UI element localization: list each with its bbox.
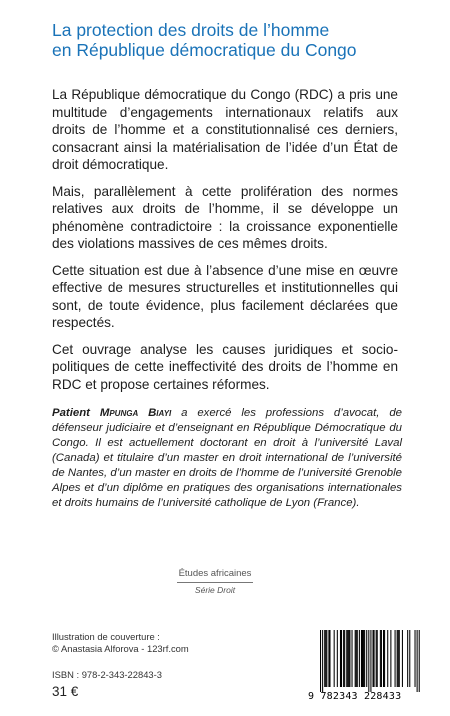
barcode-bar (320, 630, 321, 692)
barcode-bar (374, 630, 375, 687)
series-logo (160, 568, 270, 595)
barcode-bar (402, 630, 403, 687)
barcode-bar (325, 630, 326, 687)
barcode-bar (395, 630, 396, 687)
barcode-bar (362, 630, 363, 687)
title-line-1: La protection des droits de l’homme (52, 20, 330, 40)
series-divider (177, 582, 253, 583)
barcode (308, 630, 426, 706)
barcode-bar (334, 630, 335, 687)
barcode-bar (357, 630, 358, 687)
barcode-bar (363, 630, 364, 687)
author-last-name: Mpunga Biayi (99, 407, 172, 419)
back-cover-summary (52, 86, 398, 402)
author-first-name: Patient (52, 407, 90, 419)
barcode-bar (376, 630, 377, 687)
credit-line-1: Illustration de couverture : (52, 631, 160, 642)
barcode-bar (397, 630, 398, 687)
barcode-bar (322, 630, 323, 692)
barcode-bar (387, 630, 388, 687)
summary-paragraph-4: Cet ouvrage analyse les causes juridiques et socio-politiques de cette ineffectivité des droits de l’homme en RDC et propose certaines réformes. (52, 341, 398, 392)
author-name (52, 407, 171, 419)
summary-paragraph-2: Mais, parallèlement à cette prolifération des normes relatives aux droits de l’homme, il se développe un phénomène contradictoire : la croissance exponentielle des violations massives de ces mêmes droits. (52, 183, 398, 251)
barcode-bar (398, 630, 399, 687)
book-title (52, 20, 422, 60)
barcode-bar (347, 630, 348, 687)
title-line-2: en République démocratique du Congo (52, 40, 357, 60)
barcode-bar (377, 630, 378, 687)
barcode-bars (308, 630, 426, 692)
barcode-bar (399, 630, 400, 687)
barcode-bar (390, 630, 391, 687)
barcode-bar (340, 630, 341, 687)
series-name: Études africaines (178, 568, 252, 579)
isbn: ISBN : 978-2-343-22843-3 (52, 669, 162, 680)
barcode-bar (415, 630, 416, 687)
barcode-bar (346, 630, 347, 687)
barcode-bar (370, 630, 371, 692)
barcode-bar (326, 630, 327, 687)
cover-credit (52, 631, 189, 654)
barcode-bar (366, 630, 367, 687)
credit-line-2: © Anastasia Alforova - 123rf.com (52, 642, 189, 654)
barcode-bar (349, 630, 350, 687)
barcode-bar (417, 630, 418, 692)
barcode-bar (419, 630, 420, 692)
barcode-bar (341, 630, 342, 687)
barcode-bar (324, 630, 325, 687)
barcode-bar (329, 630, 330, 687)
price: 31 € (52, 684, 79, 699)
summary-paragraph-3: Cette situation est due à l’absence d’une mise en œuvre effective de mesures structurelles et institutionnelles qui sont, de toute évidence, plus facilement déclarées que respectés. (52, 262, 398, 330)
barcode-bar (361, 630, 362, 687)
barcode-bar (380, 630, 381, 687)
barcode-bar (356, 630, 357, 687)
barcode-bar (384, 630, 385, 687)
barcode-bar (348, 630, 349, 687)
barcode-bar (343, 630, 344, 687)
barcode-bar (328, 630, 329, 687)
barcode-bar (337, 630, 338, 687)
author-biography (52, 406, 402, 511)
series-subtitle: Série Droit (194, 585, 236, 595)
barcode-bar (344, 630, 345, 687)
barcode-bar (355, 630, 356, 687)
barcode-bar (407, 630, 408, 687)
barcode-bar (383, 630, 384, 687)
barcode-bar (373, 630, 374, 687)
barcode-digits: 9 782343 228433 (308, 691, 402, 702)
summary-paragraph-1: La République démocratique du Congo (RDC) a pris une multitude d’engagements internationaux relatifs aux droits de l’homme et a constitutionnalisé ces derniers, consacrant ainsi la matérialisation de l’idée d’un État de droit démocratique. (52, 87, 398, 172)
barcode-bar (352, 630, 353, 687)
barcode-bar (359, 630, 360, 687)
bio-text: a exercé les professions d’avocat, de défenseur judiciaire et d’enseignant en République Démocratique du Congo. Il est actuellement doctorant en droit à l’université Laval (Canada) et titulaire d’un master en droit international de l’université de Nantes, d’un master en droits de l’homme de l’université Grenoble Alpes et d’un diplôme en pratiques des organisations internationales et droits humains de l’université catholique de Lyon (France). (52, 407, 402, 509)
barcode-bar (409, 630, 410, 687)
barcode-bar (364, 630, 365, 687)
barcode-bar (368, 630, 369, 692)
barcode-bar (381, 630, 382, 687)
